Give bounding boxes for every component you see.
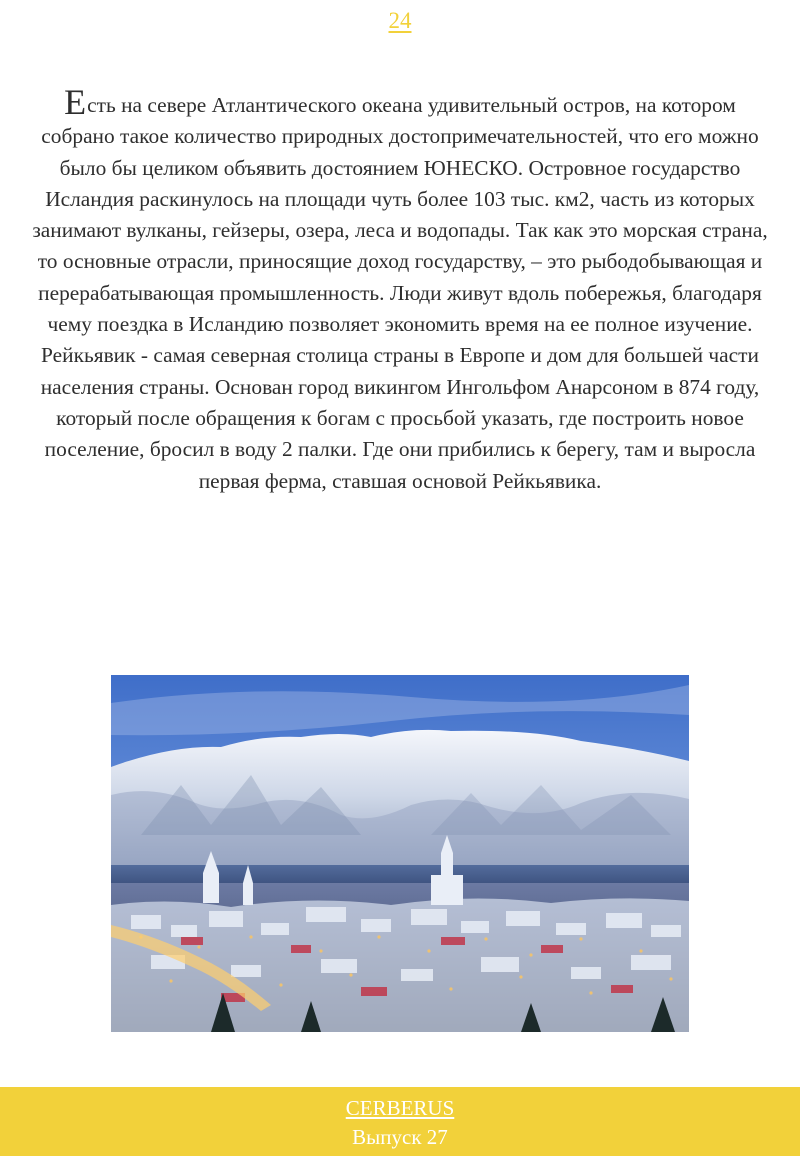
footer-brand-link[interactable]: CERBERUS — [345, 1096, 455, 1120]
page-number[interactable]: 24 — [388, 8, 412, 33]
article-body — [28, 84, 772, 497]
footer-issue-label: Выпуск 27 — [352, 1125, 448, 1149]
drop-cap: Е — [64, 82, 87, 122]
footer-bar — [0, 1087, 800, 1156]
reykjavik-winter-photo — [111, 675, 689, 1032]
article-text: сть на севере Атлантического океана удивительный остров, на котором собрано такое количество природных достопримечательностей, что его можно было бы целиком объявить достоянием ЮНЕСКО. Островное государство Исландия раскинулось на площади чуть более 103 тыс. км2, часть из которых занимают вулканы, гейзеры, озера, леса и водопады. Так как это морская страна, то основные отрасли, приносящие доход государству, – это рыбодобывающая и перерабатывающая промышленность. Люди живут вдоль побережья, благодаря чему поездка в Исландию позволяет экономить время на ее полное изучение. Рейкьявик - самая северная столица страны в Европе и дом для большей части населения страны. Основан город викингом Ингольфом Анарсоном в 874 году, который после обращения к богам с просьбой указать, где построить новое поселение, бросил в воду 2 палки. Где они прибились к берегу, там и выросла первая ферма, ставшая основой Рейкьявика. — [32, 93, 768, 493]
